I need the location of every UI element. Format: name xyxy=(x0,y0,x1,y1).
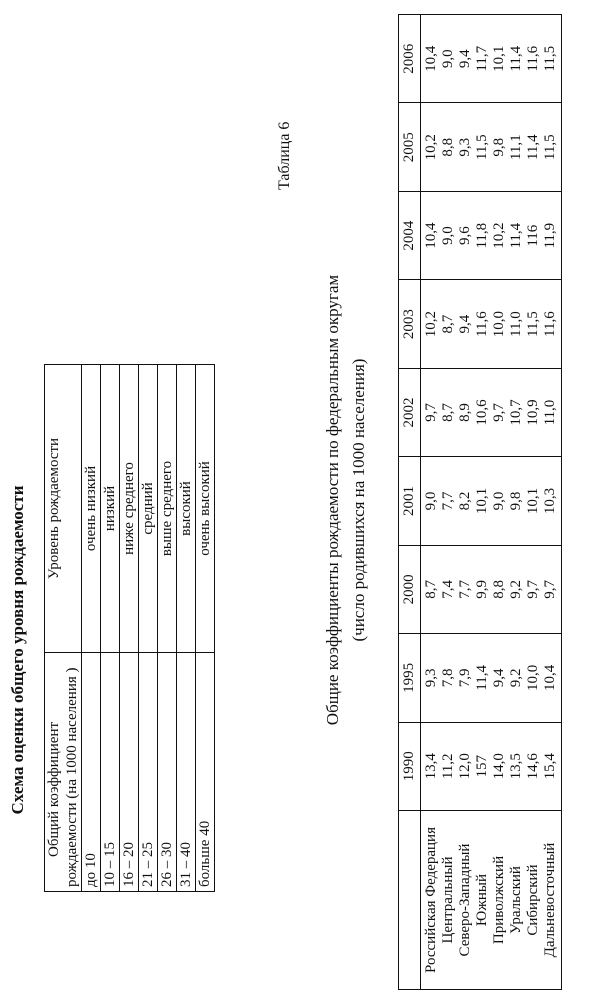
value: 10,4 xyxy=(423,45,439,72)
value: 9,7 xyxy=(542,580,558,599)
left-table-title: Схема оценки общего уровня рождаемости xyxy=(8,485,27,815)
years-header-row xyxy=(399,15,421,990)
value: 11,5 xyxy=(542,45,558,72)
value: 10,2 xyxy=(423,134,439,161)
value: 11,4 xyxy=(508,222,524,249)
value: 116 xyxy=(525,224,541,247)
value: 9,0 xyxy=(423,491,439,511)
value: 11,4 xyxy=(508,45,524,72)
level-header: Уровень рождаемости xyxy=(45,365,82,653)
value: 9,0 xyxy=(440,49,456,69)
region-name: Южный xyxy=(474,873,490,927)
value: 10,6 xyxy=(474,399,490,426)
value: 10,1 xyxy=(525,487,541,515)
value: 11,6 xyxy=(542,311,558,337)
value: 9,9 xyxy=(474,580,490,599)
table-header-row xyxy=(45,365,82,892)
value: 10,2 xyxy=(423,310,439,338)
value: 9,7 xyxy=(423,403,439,422)
value: 7,8 xyxy=(440,668,456,688)
value: 10,1 xyxy=(491,45,507,72)
range-cell: до 10 xyxy=(82,653,101,892)
table-row xyxy=(158,365,177,892)
value: 7,9 xyxy=(457,668,473,688)
year-header-2006: 2006 xyxy=(399,15,421,104)
year-header-1990: 1990 xyxy=(399,722,421,810)
table-row xyxy=(139,365,158,892)
value: 157 xyxy=(474,755,490,778)
value: 10,7 xyxy=(508,399,524,426)
level-cell: высокий xyxy=(177,365,196,653)
region-name: Центральный xyxy=(440,856,456,944)
value: 10,2 xyxy=(491,222,507,249)
year-header-2004: 2004 xyxy=(399,191,421,279)
right-table-subtitle: (число родившихся на 1000 населения) xyxy=(349,358,368,642)
value: 11,5 xyxy=(525,311,541,337)
year-values-cell xyxy=(421,103,562,191)
range-cell: 26 – 30 xyxy=(158,653,177,892)
region-name: Уральский xyxy=(508,866,524,934)
region-name: Приволжский xyxy=(491,855,507,945)
value: 7,7 xyxy=(457,580,473,599)
region-names-cell xyxy=(421,811,562,990)
range-cell: больше 40 xyxy=(196,653,215,892)
value: 9,3 xyxy=(457,137,473,157)
value: 11,7 xyxy=(474,45,490,72)
range-cell: 16 – 20 xyxy=(120,653,139,892)
year-values-cell xyxy=(421,15,562,104)
year-header-2003: 2003 xyxy=(399,280,421,368)
year-header-2000: 2000 xyxy=(399,545,421,633)
range-cell: 31 – 40 xyxy=(177,653,196,892)
value: 7,7 xyxy=(440,491,456,511)
value: 14,0 xyxy=(491,753,507,780)
value: 13,5 xyxy=(508,753,524,780)
year-header-2005: 2005 xyxy=(399,103,421,191)
year-header-2001: 2001 xyxy=(399,457,421,545)
level-cell: ниже среднего xyxy=(120,365,139,653)
table-row xyxy=(120,365,139,892)
value: 10,1 xyxy=(474,487,490,515)
value: 9,0 xyxy=(491,491,507,511)
value: 9,2 xyxy=(508,580,524,599)
value: 10,4 xyxy=(423,222,439,249)
value: 9,2 xyxy=(508,668,524,688)
value: 9,6 xyxy=(457,226,473,246)
level-cell: средний xyxy=(139,365,158,653)
value: 10,3 xyxy=(542,487,558,515)
year-values-cell xyxy=(421,191,562,279)
table-row xyxy=(196,365,215,892)
right-table-title-block xyxy=(320,30,372,970)
value: 11,4 xyxy=(474,665,490,691)
value: 13,4 xyxy=(423,753,439,780)
level-cell: низкий xyxy=(101,365,120,653)
value: 11,5 xyxy=(542,134,558,161)
birth-rate-scale-table xyxy=(44,364,215,892)
year-values-cell xyxy=(421,280,562,368)
value: 8,7 xyxy=(440,314,456,334)
region-name: Сибирский xyxy=(525,864,541,936)
year-header-2002: 2002 xyxy=(399,368,421,456)
coefficient-header-line2: рождаемости (на 1000 населения ) xyxy=(64,667,80,887)
value: 9,8 xyxy=(508,491,524,511)
coefficient-header xyxy=(45,653,82,892)
value: 8,9 xyxy=(457,403,473,422)
value: 9,0 xyxy=(440,226,456,246)
value: 15,4 xyxy=(542,753,558,780)
value: 11,0 xyxy=(508,311,524,337)
value: 9,7 xyxy=(491,403,507,422)
value: 7,4 xyxy=(440,580,456,599)
value: 8,7 xyxy=(423,580,439,599)
region-name: Северо-Западный xyxy=(457,843,473,957)
region-name: Российская Федерация xyxy=(423,827,439,973)
value: 11,2 xyxy=(440,753,456,780)
value: 10,0 xyxy=(491,310,507,338)
value: 11,4 xyxy=(525,134,541,161)
value: 9,8 xyxy=(491,137,507,157)
header-corner-cell xyxy=(399,811,421,990)
value: 10,4 xyxy=(542,664,558,691)
table-row xyxy=(177,365,196,892)
table-row xyxy=(82,365,101,892)
value: 9,3 xyxy=(423,668,439,688)
value: 9,4 xyxy=(491,668,507,688)
value: 11,6 xyxy=(474,311,490,337)
value: 12,0 xyxy=(457,753,473,780)
level-cell: выше среднего xyxy=(158,365,177,653)
right-table-title: Общие коэффициенты рождаемости по федеральным округам xyxy=(323,274,342,726)
range-cell: 10 – 15 xyxy=(101,653,120,892)
value: 8,8 xyxy=(440,137,456,157)
value: 11,0 xyxy=(542,399,558,426)
value: 11,6 xyxy=(525,45,541,72)
year-values-cell xyxy=(421,457,562,545)
region-name: Дальневосточный xyxy=(542,842,558,958)
value: 9,7 xyxy=(525,580,541,599)
value: 9,4 xyxy=(457,314,473,334)
year-values-cell xyxy=(421,545,562,633)
value: 10,9 xyxy=(525,399,541,426)
value: 10,0 xyxy=(525,664,541,691)
level-cell: очень низкий xyxy=(82,365,101,653)
value: 8,8 xyxy=(491,580,507,599)
value: 11,1 xyxy=(508,134,524,161)
value: 14,6 xyxy=(525,753,541,780)
year-values-cell xyxy=(421,722,562,810)
range-cell: 21 – 25 xyxy=(139,653,158,892)
year-values-cell xyxy=(421,368,562,456)
year-header-1995: 1995 xyxy=(399,634,421,722)
table-row xyxy=(101,365,120,892)
level-cell: очень высокий xyxy=(196,365,215,653)
value: 8,2 xyxy=(457,491,473,511)
value: 11,5 xyxy=(474,134,490,161)
value: 11,9 xyxy=(542,222,558,249)
value: 8,7 xyxy=(440,403,456,422)
values-row xyxy=(421,15,562,990)
value: 11,8 xyxy=(474,222,490,249)
table-caption: Таблица 6 xyxy=(276,121,293,190)
value: 9,4 xyxy=(457,49,473,69)
year-values-cell xyxy=(421,634,562,722)
coefficient-header-line1: Общий коэффициент xyxy=(46,721,62,857)
federal-district-birth-rates-table xyxy=(398,14,562,990)
